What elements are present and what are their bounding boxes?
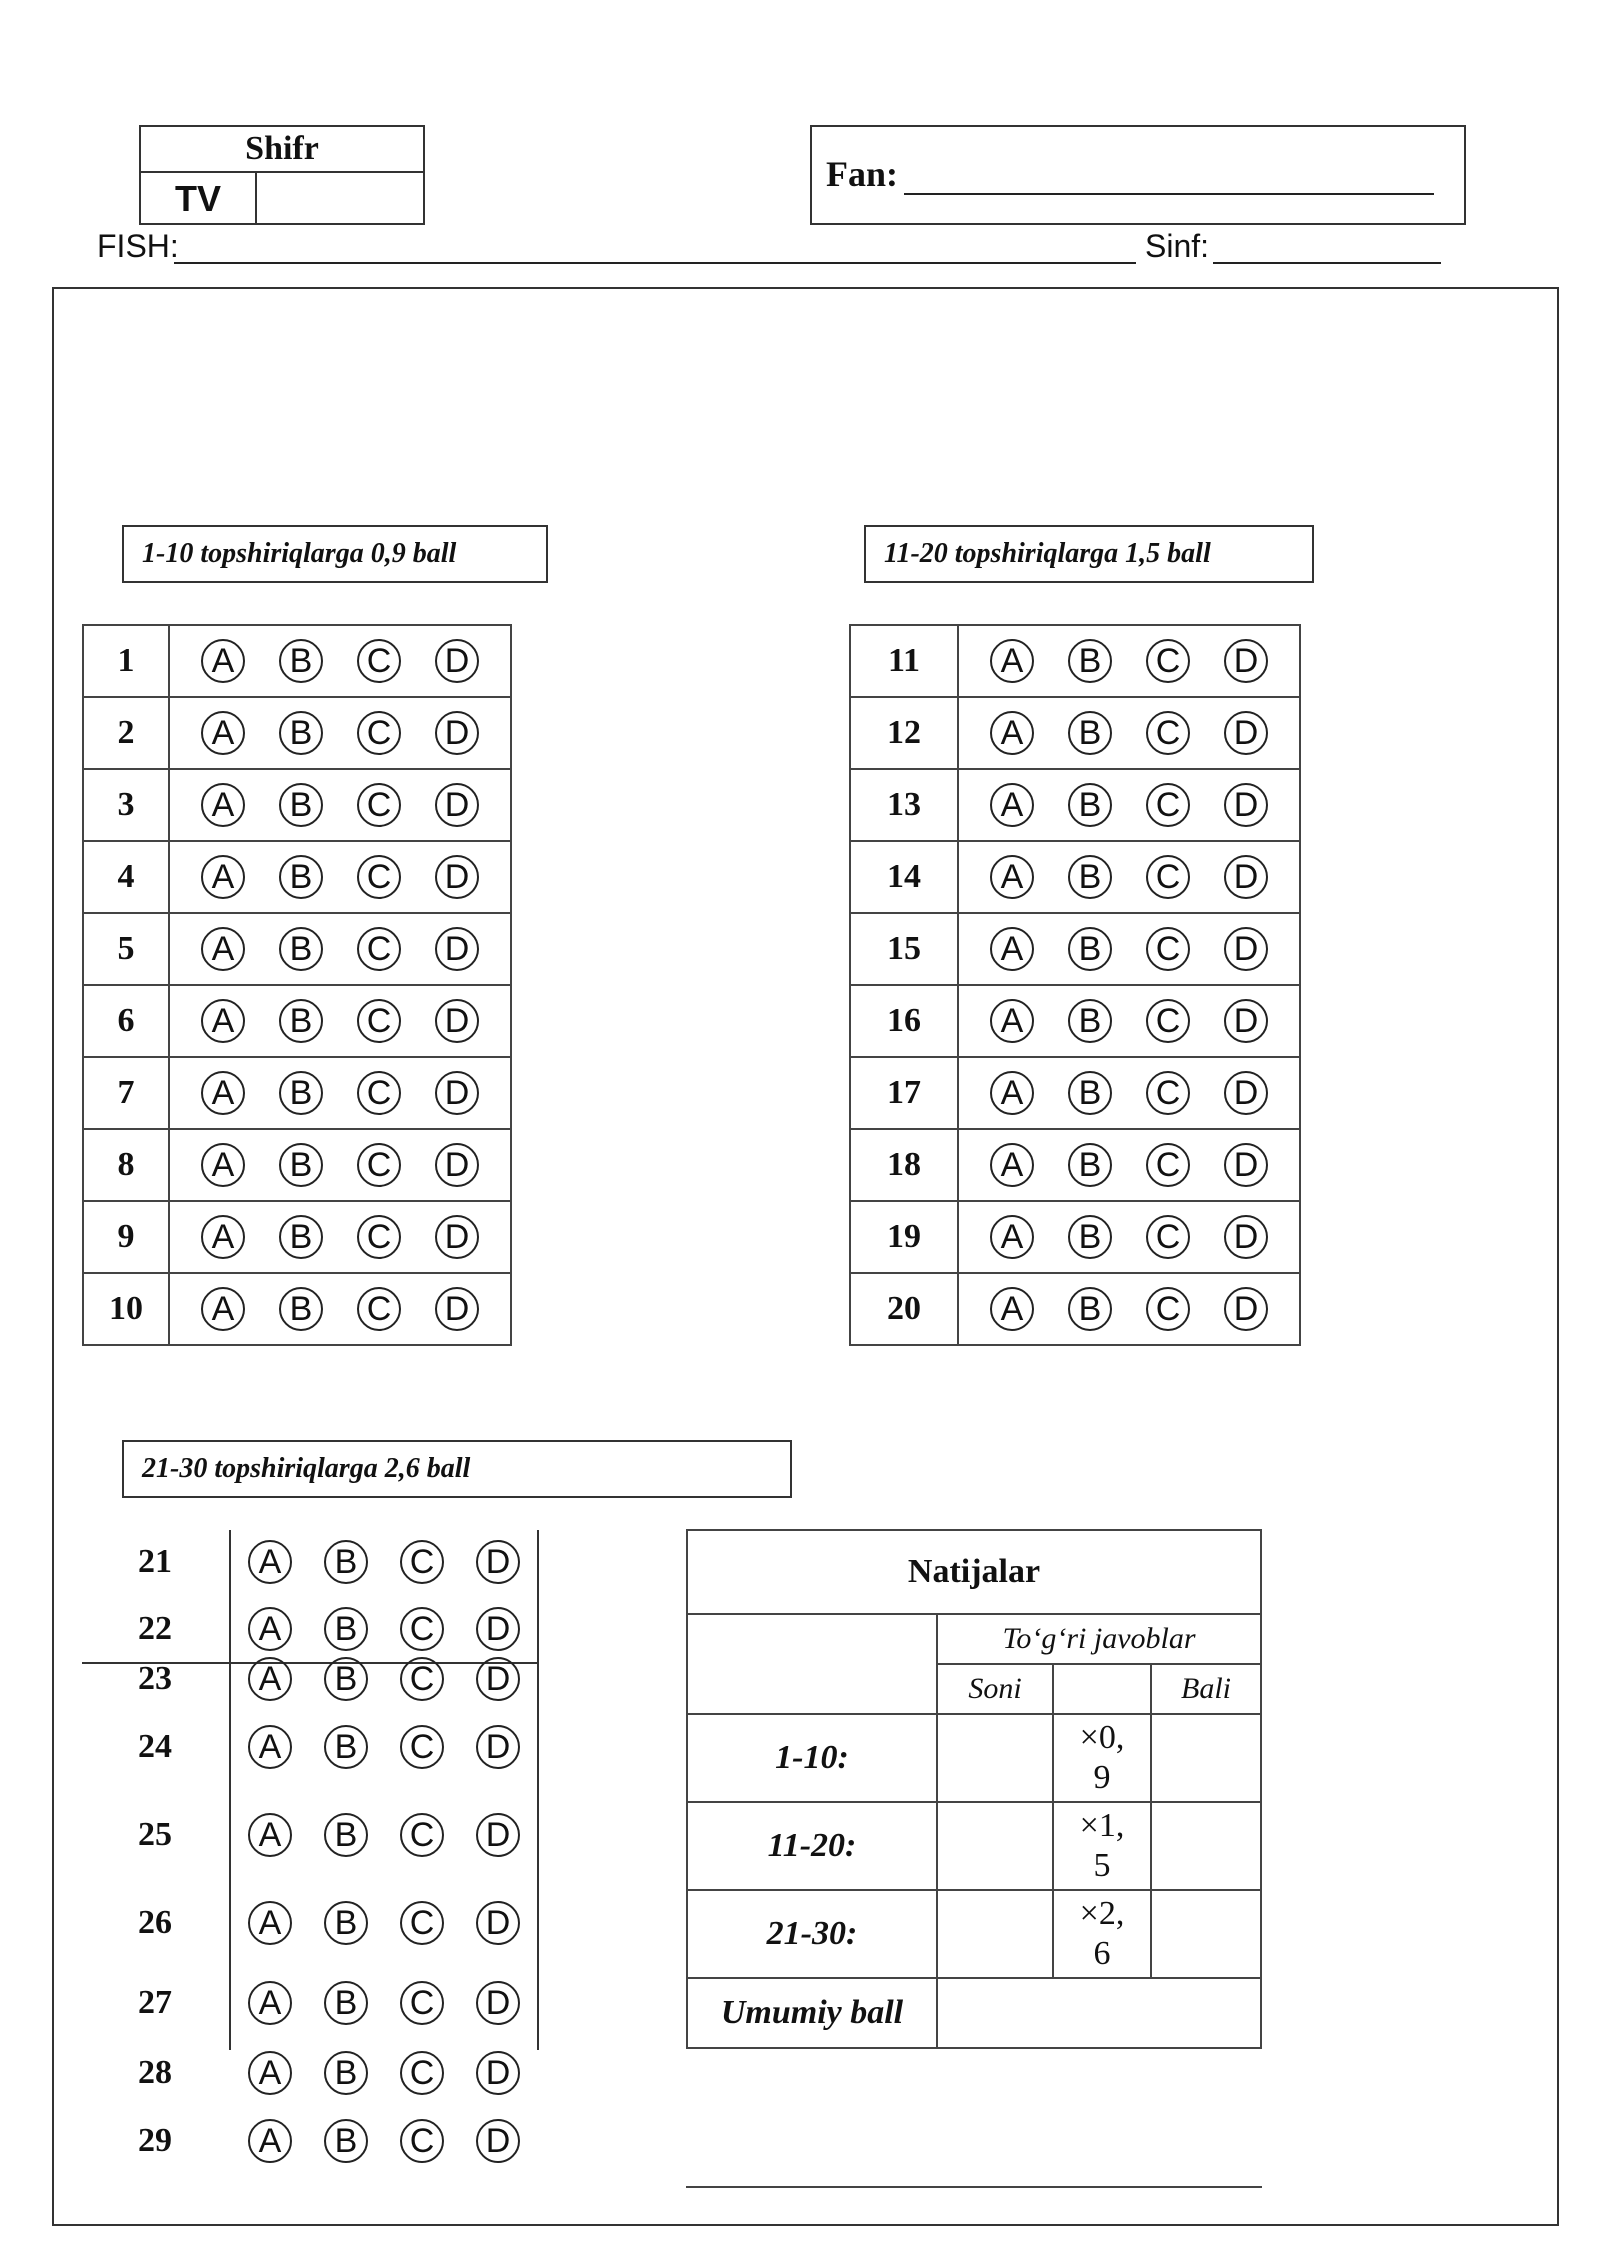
answer-bubble-c[interactable]: C	[1146, 1071, 1190, 1115]
question-number: 29	[138, 2122, 172, 2159]
answer-bubble-d[interactable]: D	[1224, 1287, 1268, 1331]
answer-bubble-d[interactable]: D	[1224, 1071, 1268, 1115]
answer-options	[958, 697, 1300, 769]
soni-cell[interactable]	[937, 1802, 1053, 1890]
answer-bubble-d[interactable]: D	[476, 1607, 520, 1651]
answer-options	[169, 841, 511, 913]
question-row	[83, 1057, 511, 1129]
answer-options	[169, 913, 511, 985]
answer-options	[230, 1898, 540, 1948]
answer-bubble-b[interactable]: B	[1068, 855, 1112, 899]
answer-bubble-b[interactable]: B	[279, 639, 323, 683]
answer-bubble-a[interactable]: A	[248, 1901, 292, 1945]
answer-bubble-a[interactable]: A	[990, 783, 1034, 827]
fish-label: FISH:	[97, 228, 179, 264]
multiplier-cell: ×1, 5	[1053, 1802, 1151, 1890]
question-number: 19	[850, 1201, 958, 1273]
answer-bubble-a[interactable]: A	[990, 711, 1034, 755]
answer-bubble-c[interactable]: C	[357, 1287, 401, 1331]
answer-bubble-a[interactable]: A	[990, 927, 1034, 971]
question-number: 14	[850, 841, 958, 913]
answer-bubble-d[interactable]: D	[476, 1540, 520, 1584]
answer-grid-11-20	[849, 624, 1301, 1346]
question-row	[80, 1810, 540, 1860]
question-number: 15	[850, 913, 958, 985]
answer-bubble-a[interactable]: A	[201, 1287, 245, 1331]
question-row	[83, 913, 511, 985]
answer-bubble-c[interactable]: C	[400, 1981, 444, 2025]
answer-bubble-a[interactable]: A	[248, 1540, 292, 1584]
answer-options	[230, 1978, 540, 2028]
answer-bubble-b[interactable]: B	[324, 1657, 368, 1701]
answer-options	[169, 1057, 511, 1129]
question-row	[83, 985, 511, 1057]
question-number: 23	[138, 1660, 172, 1697]
question-row	[80, 1604, 540, 1654]
question-number: 3	[83, 769, 169, 841]
answer-options	[169, 985, 511, 1057]
soni-header: Soni	[937, 1664, 1053, 1714]
answer-bubble-c[interactable]: C	[357, 927, 401, 971]
answer-bubble-d[interactable]: D	[476, 1901, 520, 1945]
answer-bubble-a[interactable]: A	[201, 783, 245, 827]
answer-options	[169, 1201, 511, 1273]
answer-options	[958, 1129, 1300, 1201]
answer-bubble-d[interactable]: D	[476, 1725, 520, 1769]
answer-bubble-d[interactable]: D	[476, 2051, 520, 2095]
answer-bubble-c[interactable]: C	[1146, 927, 1190, 971]
answer-bubble-b[interactable]: B	[1068, 927, 1112, 971]
answer-bubble-a[interactable]: A	[201, 639, 245, 683]
answer-bubble-b[interactable]: B	[324, 1813, 368, 1857]
answer-bubble-c[interactable]: C	[357, 1215, 401, 1259]
answer-options	[169, 625, 511, 697]
answer-options	[958, 1057, 1300, 1129]
results-table	[686, 1529, 1262, 2049]
answer-bubble-b[interactable]: B	[324, 1540, 368, 1584]
answer-bubble-d[interactable]: D	[435, 1143, 479, 1187]
answer-bubble-b[interactable]: B	[324, 1901, 368, 1945]
answer-bubble-d[interactable]: D	[476, 1813, 520, 1857]
question-row	[850, 1129, 1300, 1201]
section-2-label: 11-20 topshiriqlarga 1,5 ball	[864, 525, 1314, 583]
answer-bubble-b[interactable]: B	[279, 1143, 323, 1187]
answer-bubble-d[interactable]: D	[435, 783, 479, 827]
question-number: 5	[83, 913, 169, 985]
answer-bubble-a[interactable]: A	[990, 999, 1034, 1043]
question-number: 9	[83, 1201, 169, 1273]
answer-bubble-c[interactable]: C	[400, 1901, 444, 1945]
shifr-title: Shifr	[141, 127, 423, 173]
question-number: 10	[83, 1273, 169, 1345]
answer-bubble-a[interactable]: A	[201, 927, 245, 971]
question-row	[850, 1273, 1300, 1345]
fan-box	[810, 125, 1466, 225]
answer-bubble-b[interactable]: B	[1068, 711, 1112, 755]
question-row	[80, 1654, 540, 1704]
answer-bubble-a[interactable]: A	[201, 1071, 245, 1115]
answer-bubble-d[interactable]: D	[1224, 927, 1268, 971]
answer-bubble-d[interactable]: D	[1224, 999, 1268, 1043]
question-row	[850, 1201, 1300, 1273]
results-row-label: 21-30:	[687, 1890, 937, 1978]
answer-bubble-b[interactable]: B	[1068, 999, 1112, 1043]
answer-options	[230, 1722, 540, 1772]
answer-bubble-d[interactable]: D	[1224, 783, 1268, 827]
total-score-cell[interactable]	[937, 1978, 1261, 2048]
sinf-field[interactable]	[1213, 262, 1441, 264]
question-row	[850, 769, 1300, 841]
answer-options	[958, 1201, 1300, 1273]
question-number: 2	[83, 697, 169, 769]
question-number: 4	[83, 841, 169, 913]
answer-bubble-b[interactable]: B	[324, 1725, 368, 1769]
results-row-label: 11-20:	[687, 1802, 937, 1890]
question-number: 1	[83, 625, 169, 697]
question-number: 16	[850, 985, 958, 1057]
answer-bubble-c[interactable]: C	[357, 855, 401, 899]
answer-bubble-a[interactable]: A	[248, 1657, 292, 1701]
answer-bubble-c[interactable]: C	[357, 783, 401, 827]
answer-bubble-c[interactable]: C	[357, 1143, 401, 1187]
answer-options	[958, 625, 1300, 697]
answer-bubble-c[interactable]: C	[400, 1607, 444, 1651]
answer-bubble-b[interactable]: B	[324, 2119, 368, 2163]
soni-cell[interactable]	[937, 1714, 1053, 1802]
answer-bubble-d[interactable]: D	[1224, 1143, 1268, 1187]
answer-bubble-b[interactable]: B	[279, 999, 323, 1043]
answer-bubble-d[interactable]: D	[435, 639, 479, 683]
answer-bubble-c[interactable]: C	[400, 1725, 444, 1769]
answer-bubble-b[interactable]: B	[1068, 639, 1112, 683]
answer-bubble-a[interactable]: A	[201, 1215, 245, 1259]
answer-bubble-d[interactable]: D	[1224, 639, 1268, 683]
answer-bubble-c[interactable]: C	[1146, 783, 1190, 827]
answer-bubble-a[interactable]: A	[990, 855, 1034, 899]
answer-bubble-b[interactable]: B	[279, 783, 323, 827]
answer-options	[958, 913, 1300, 985]
answer-bubble-d[interactable]: D	[476, 1657, 520, 1701]
answer-bubble-d[interactable]: D	[435, 855, 479, 899]
question-number: 27	[138, 1984, 172, 2021]
answer-bubble-a[interactable]: A	[990, 1215, 1034, 1259]
answer-bubble-d[interactable]: D	[435, 711, 479, 755]
answer-bubble-a[interactable]: A	[990, 1287, 1034, 1331]
question-row	[80, 1898, 540, 1948]
question-row	[80, 1722, 540, 1772]
answer-options	[230, 1537, 540, 1587]
answer-bubble-c[interactable]: C	[1146, 639, 1190, 683]
answer-bubble-c[interactable]: C	[1146, 711, 1190, 755]
answer-bubble-a[interactable]: A	[248, 2119, 292, 2163]
answer-bubble-a[interactable]: A	[201, 855, 245, 899]
answer-bubble-b[interactable]: B	[1068, 1071, 1112, 1115]
answer-bubble-a[interactable]: A	[201, 999, 245, 1043]
answer-bubble-a[interactable]: A	[201, 1143, 245, 1187]
question-number: 6	[83, 985, 169, 1057]
total-score-label: Umumiy ball	[687, 1978, 937, 2048]
question-number: 7	[83, 1057, 169, 1129]
answer-bubble-a[interactable]: A	[201, 711, 245, 755]
question-row	[850, 985, 1300, 1057]
question-number: 25	[138, 1816, 172, 1853]
section-1-label: 1-10 topshiriqlarga 0,9 ball	[122, 525, 548, 583]
answer-options	[169, 769, 511, 841]
answer-bubble-a[interactable]: A	[248, 1725, 292, 1769]
answer-bubble-d[interactable]: D	[1224, 1215, 1268, 1259]
answer-bubble-d[interactable]: D	[435, 1215, 479, 1259]
answer-bubble-c[interactable]: C	[357, 639, 401, 683]
question-number: 24	[138, 1728, 172, 1765]
answer-bubble-b[interactable]: B	[1068, 1143, 1112, 1187]
answer-bubble-d[interactable]: D	[435, 927, 479, 971]
answer-bubble-c[interactable]: C	[1146, 1143, 1190, 1187]
question-row	[850, 1057, 1300, 1129]
question-row	[850, 913, 1300, 985]
answer-options	[169, 697, 511, 769]
answer-bubble-b[interactable]: B	[279, 1287, 323, 1331]
answer-bubble-b[interactable]: B	[279, 1071, 323, 1115]
answer-bubble-a[interactable]: A	[248, 1813, 292, 1857]
question-number: 13	[850, 769, 958, 841]
answer-bubble-b[interactable]: B	[324, 1607, 368, 1651]
answer-bubble-d[interactable]: D	[1224, 855, 1268, 899]
answer-bubble-b[interactable]: B	[1068, 1287, 1112, 1331]
bali-cell[interactable]	[1151, 1890, 1261, 1978]
fish-field[interactable]	[174, 262, 1136, 264]
question-number: 26	[138, 1904, 172, 1941]
question-row	[83, 697, 511, 769]
fan-label: Fan:	[826, 154, 898, 194]
question-row	[80, 2116, 540, 2166]
question-row	[83, 625, 511, 697]
question-row	[850, 697, 1300, 769]
answer-bubble-c[interactable]: C	[1146, 999, 1190, 1043]
answer-bubble-d[interactable]: D	[1224, 711, 1268, 755]
shifr-code-field[interactable]	[257, 173, 423, 225]
question-row	[80, 1978, 540, 2028]
question-number: 12	[850, 697, 958, 769]
answer-bubble-b[interactable]: B	[1068, 783, 1112, 827]
answer-bubble-c[interactable]: C	[357, 1071, 401, 1115]
sinf-label: Sinf:	[1145, 228, 1210, 264]
question-row	[83, 1273, 511, 1345]
answer-bubble-c[interactable]: C	[400, 2051, 444, 2095]
answer-options	[958, 985, 1300, 1057]
answer-bubble-c[interactable]: C	[1146, 1287, 1190, 1331]
answer-bubble-b[interactable]: B	[1068, 1215, 1112, 1259]
multiplier-header	[1053, 1664, 1151, 1714]
soni-cell[interactable]	[937, 1890, 1053, 1978]
answer-bubble-a[interactable]: A	[990, 1143, 1034, 1187]
signature-line[interactable]	[686, 2186, 1262, 2188]
answer-options	[169, 1273, 511, 1345]
question-row	[850, 625, 1300, 697]
answer-options	[230, 1654, 540, 1704]
answer-bubble-b[interactable]: B	[279, 927, 323, 971]
answer-bubble-c[interactable]: C	[1146, 855, 1190, 899]
bali-cell[interactable]	[1151, 1714, 1261, 1802]
results-title: Natijalar	[687, 1530, 1261, 1614]
bali-cell[interactable]	[1151, 1802, 1261, 1890]
answer-options	[230, 2048, 540, 2098]
results-row-label: 1-10:	[687, 1714, 937, 1802]
question-row	[83, 769, 511, 841]
answer-bubble-c[interactable]: C	[400, 1657, 444, 1701]
answer-grid-1-10	[82, 624, 512, 1346]
answer-bubble-a[interactable]: A	[990, 639, 1034, 683]
question-row	[83, 1201, 511, 1273]
answer-bubble-d[interactable]: D	[435, 1287, 479, 1331]
question-row	[850, 841, 1300, 913]
answer-bubble-a[interactable]: A	[248, 1981, 292, 2025]
answer-options	[958, 769, 1300, 841]
answer-bubble-c[interactable]: C	[357, 711, 401, 755]
tv-label: TV	[141, 173, 257, 225]
results-header-blank	[687, 1614, 937, 1714]
answer-bubble-b[interactable]: B	[279, 1215, 323, 1259]
question-number: 28	[138, 2054, 172, 2091]
multiplier-cell: ×0, 9	[1053, 1714, 1151, 1802]
answer-bubble-c[interactable]: C	[1146, 1215, 1190, 1259]
answer-options	[230, 2116, 540, 2166]
answer-bubble-c[interactable]: C	[357, 999, 401, 1043]
answer-bubble-a[interactable]: A	[990, 1071, 1034, 1115]
answer-bubble-a[interactable]: A	[248, 2051, 292, 2095]
fan-field[interactable]	[904, 193, 1434, 195]
section-3-label: 21-30 topshiriqlarga 2,6 ball	[122, 1440, 792, 1498]
question-number: 11	[850, 625, 958, 697]
question-number: 20	[850, 1273, 958, 1345]
question-row	[83, 841, 511, 913]
answer-options	[230, 1810, 540, 1860]
correct-answers-header: To‘g‘ri javoblar	[937, 1614, 1261, 1664]
answer-bubble-d[interactable]: D	[435, 999, 479, 1043]
answer-bubble-b[interactable]: B	[324, 1981, 368, 2025]
question-number: 18	[850, 1129, 958, 1201]
question-number: 8	[83, 1129, 169, 1201]
shifr-box	[139, 125, 425, 225]
bali-header: Bali	[1151, 1664, 1261, 1714]
answer-options	[230, 1604, 540, 1654]
answer-bubble-b[interactable]: B	[279, 711, 323, 755]
question-number: 21	[138, 1543, 172, 1580]
multiplier-cell: ×2, 6	[1053, 1890, 1151, 1978]
answer-bubble-d[interactable]: D	[476, 1981, 520, 2025]
answer-bubble-c[interactable]: C	[400, 1540, 444, 1584]
answer-bubble-c[interactable]: C	[400, 2119, 444, 2163]
answer-bubble-b[interactable]: B	[279, 855, 323, 899]
question-row	[83, 1129, 511, 1201]
question-number: 22	[138, 1610, 172, 1647]
answer-options	[169, 1129, 511, 1201]
question-number: 17	[850, 1057, 958, 1129]
answer-bubble-c[interactable]: C	[400, 1813, 444, 1857]
question-row	[80, 1537, 540, 1587]
answer-options	[958, 841, 1300, 913]
answer-bubble-b[interactable]: B	[324, 2051, 368, 2095]
question-row	[80, 2048, 540, 2098]
answer-bubble-d[interactable]: D	[476, 2119, 520, 2163]
answer-bubble-a[interactable]: A	[248, 1607, 292, 1651]
answer-options	[958, 1273, 1300, 1345]
answer-bubble-d[interactable]: D	[435, 1071, 479, 1115]
